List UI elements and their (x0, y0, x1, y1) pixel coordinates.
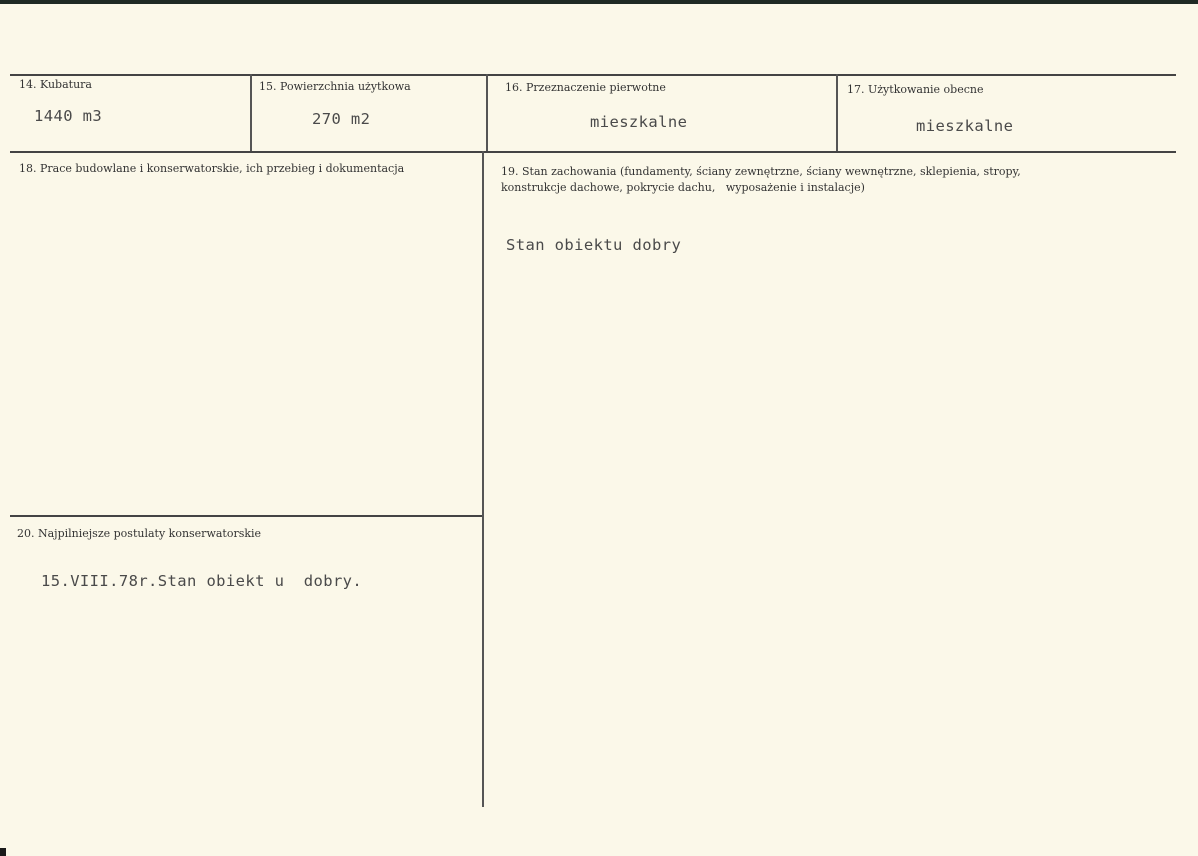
field-20-value: 15.VIII.78r.Stan obiekt u dobry. (41, 572, 363, 590)
field-16-label: 16. Przeznaczenie pierwotne (505, 81, 666, 94)
divider-16-17 (836, 74, 838, 151)
field-14-value: 1440 m3 (34, 107, 103, 125)
field-19-value: Stan obiektu dobry (506, 236, 682, 254)
field-18-label: 18. Prace budowlane i konserwatorskie, ich przebieg i dokumentacja (19, 162, 405, 175)
field-19-label-line1: 19. Stan zachowania (fundamenty, ściany zewnętrzne, ściany wewnętrzne, sklepienia, stropy, (501, 165, 1021, 178)
field-16-value: mieszkalne (590, 113, 688, 131)
section-20-rule (10, 515, 482, 517)
field-15-label: 15. Powierzchnia użytkowa (259, 80, 411, 93)
field-20-label: 20. Najpilniejsze postulaty konserwatorskie (17, 527, 262, 540)
field-14-label: 14. Kubatura (19, 78, 92, 91)
field-15-value: 270 m2 (312, 110, 371, 128)
divider-15-16 (486, 74, 488, 151)
middle-rule (10, 151, 1176, 153)
field-17-value: mieszkalne (916, 117, 1014, 135)
divider-14-15 (250, 74, 252, 151)
field-19-label-line2: konstrukcje dachowe, pokrycie dachu, wyposażenie i instalacje) (501, 181, 865, 194)
field-17-label: 17. Użytkowanie obecne (847, 83, 984, 96)
top-rule (10, 74, 1176, 76)
divider-left-right (482, 151, 484, 807)
